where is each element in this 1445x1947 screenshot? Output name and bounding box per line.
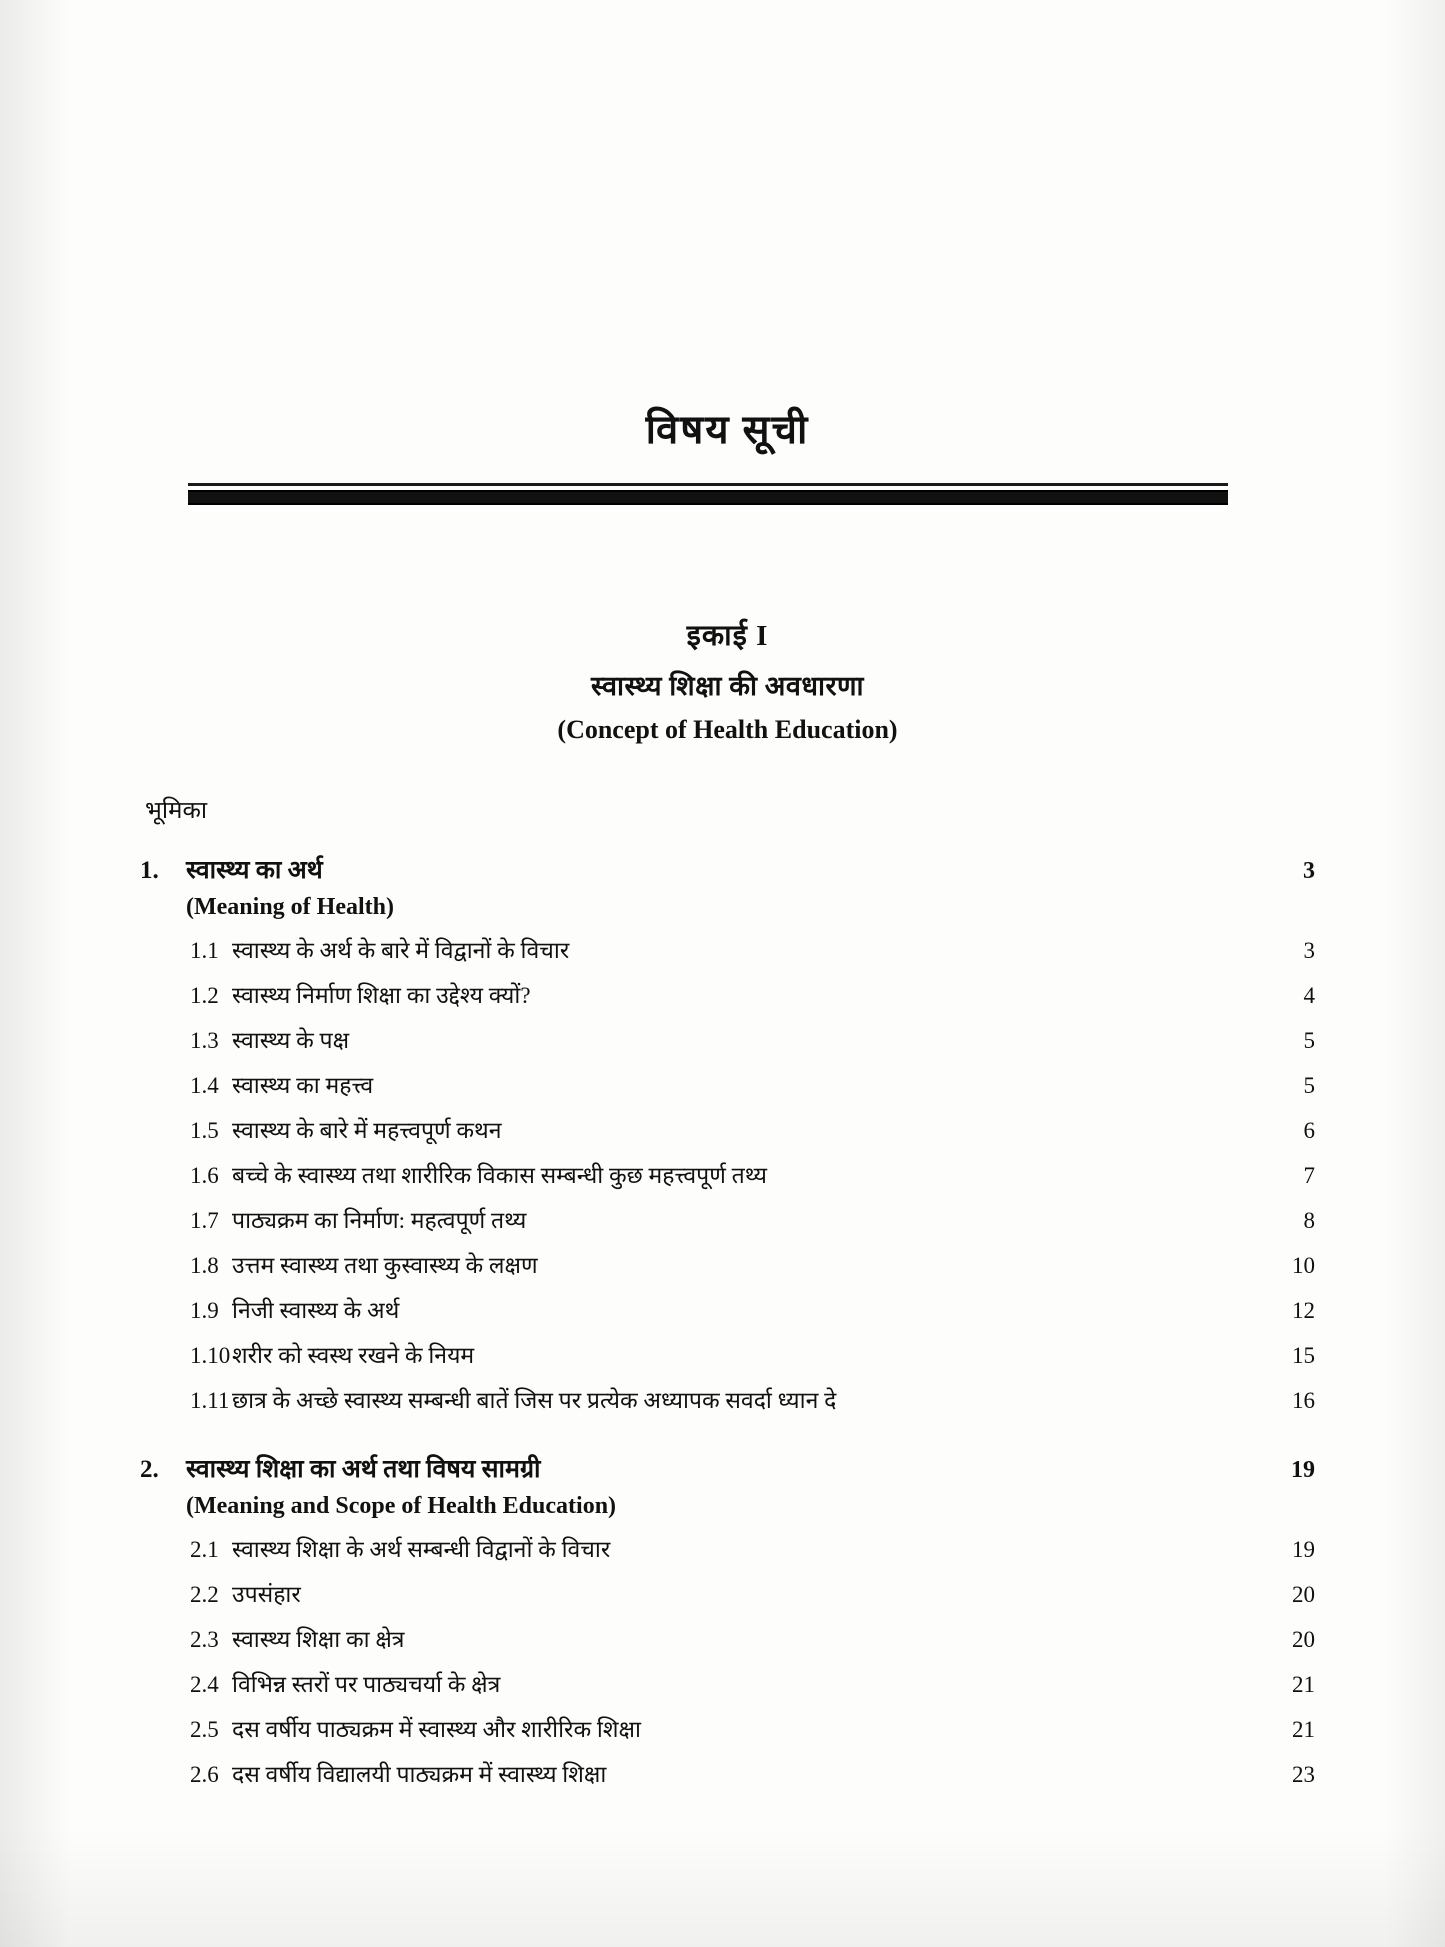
section-number: 1.3 [190, 1028, 219, 1053]
section-number: 2.5 [190, 1717, 219, 1742]
section-title: विभिन्न स्तरों पर पाठ्यचर्या के क्षेत्र [232, 1672, 501, 1697]
toc-chapter [140, 852, 1315, 1415]
chapter-heading-row[interactable] [140, 852, 1315, 886]
toc-chapter [140, 1451, 1315, 1789]
section-page-number: 8 [1303, 1208, 1315, 1233]
page-title: विषय सूची [645, 407, 810, 452]
section-number: 1.10 [190, 1343, 231, 1368]
toc-entry[interactable] [140, 1248, 1315, 1280]
section-page-number: 7 [1303, 1163, 1315, 1188]
section-title: बच्चे के स्वास्थ्य तथा शारीरिक विकास सम्बन्धी कुछ महत्त्वपूर्ण तथ्य [232, 1163, 767, 1188]
section-page-number: 19 [1292, 1537, 1315, 1562]
section-number: 1.7 [190, 1208, 219, 1233]
chapter-number: 2. [140, 1456, 159, 1483]
section-title: स्वास्थ्य के पक्ष [232, 1028, 350, 1053]
section-title: पाठ्यक्रम का निर्माण: महत्वपूर्ण तथ्य [232, 1208, 527, 1233]
section-page-number: 10 [1292, 1253, 1315, 1278]
section-title: स्वास्थ्य का महत्त्व [232, 1073, 374, 1098]
intro-entry: भूमिका [145, 798, 208, 824]
section-page-number: 21 [1292, 1672, 1315, 1697]
toc-entry[interactable] [140, 978, 1315, 1010]
section-page-number: 12 [1292, 1298, 1315, 1323]
section-title: उत्तम स्वास्थ्य तथा कुस्वास्थ्य के लक्षण [232, 1253, 538, 1278]
toc-entry[interactable] [140, 1203, 1315, 1235]
section-number: 2.6 [190, 1762, 219, 1787]
section-number: 2.3 [190, 1627, 219, 1652]
section-title: शरीर को स्वस्थ रखने के नियम [232, 1343, 475, 1368]
section-title: स्वास्थ्य निर्माण शिक्षा का उद्देश्य क्यों? [232, 983, 531, 1008]
chapter-title-english: (Meaning and Scope of Health Education) [186, 1493, 617, 1519]
toc-entry[interactable] [140, 1667, 1315, 1699]
section-number: 1.8 [190, 1253, 219, 1278]
toc-entry[interactable] [140, 1023, 1315, 1055]
section-title: उपसंहार [232, 1582, 301, 1607]
section-title: स्वास्थ्य शिक्षा का क्षेत्र [232, 1627, 405, 1652]
section-page-number: 20 [1292, 1582, 1315, 1607]
section-number: 1.11 [190, 1388, 230, 1413]
section-number: 1.9 [190, 1298, 219, 1323]
section-number: 1.5 [190, 1118, 219, 1143]
toc-entry[interactable] [140, 1383, 1315, 1415]
chapter-section-list [140, 933, 1315, 1415]
chapter-number: 1. [140, 857, 159, 884]
section-page-number: 5 [1303, 1028, 1315, 1053]
section-page-number: 16 [1292, 1388, 1315, 1413]
section-number: 1.6 [190, 1163, 219, 1188]
toc-entry[interactable] [140, 1068, 1315, 1100]
section-title: निजी स्वास्थ्य के अर्थ [232, 1298, 400, 1323]
toc-entry[interactable] [140, 933, 1315, 965]
chapter-heading-row[interactable] [140, 1451, 1315, 1485]
divider-thin-line [188, 483, 1228, 486]
section-number: 2.1 [190, 1537, 219, 1562]
section-number: 2.2 [190, 1582, 219, 1607]
section-page-number: 4 [1303, 983, 1315, 1008]
section-page-number: 5 [1303, 1073, 1315, 1098]
toc-entry[interactable] [140, 1712, 1315, 1744]
section-number: 1.2 [190, 983, 219, 1008]
page-edge-shadow-bottom [0, 1827, 1445, 1947]
unit-title-hindi: स्वास्थ्य शिक्षा की अवधारणा [590, 671, 865, 701]
divider-thick-line [188, 490, 1228, 505]
section-page-number: 3 [1303, 938, 1315, 963]
title-divider [188, 483, 1228, 505]
section-number: 1.1 [190, 938, 219, 963]
section-page-number: 6 [1303, 1118, 1315, 1143]
unit-heading [140, 615, 1315, 745]
section-title: स्वास्थ्य शिक्षा के अर्थ सम्बन्धी विद्वानों के विचार [232, 1537, 611, 1562]
toc-entry[interactable] [140, 1757, 1315, 1789]
chapter-section-list [140, 1532, 1315, 1789]
toc-entry[interactable] [140, 1158, 1315, 1190]
toc-entry[interactable] [140, 1532, 1315, 1564]
section-page-number: 20 [1292, 1627, 1315, 1652]
section-number: 1.4 [190, 1073, 219, 1098]
chapter-title-english: (Meaning of Health) [186, 894, 394, 920]
section-title: दस वर्षीय पाठ्यक्रम में स्वास्थ्य और शारीरिक शिक्षा [232, 1717, 641, 1742]
toc-entry[interactable] [140, 1338, 1315, 1370]
chapter-title: स्वास्थ्य शिक्षा का अर्थ तथा विषय सामग्री [186, 1456, 541, 1483]
toc-entry[interactable] [140, 1577, 1315, 1609]
chapter-page-number: 19 [1291, 1457, 1315, 1483]
toc-entry[interactable] [140, 1113, 1315, 1145]
section-number: 2.4 [190, 1672, 219, 1697]
toc-entry[interactable] [140, 1622, 1315, 1654]
section-title: स्वास्थ्य के बारे में महत्त्वपूर्ण कथन [232, 1118, 502, 1143]
section-page-number: 23 [1292, 1762, 1315, 1787]
section-page-number: 21 [1292, 1717, 1315, 1742]
chapter-title: स्वास्थ्य का अर्थ [186, 857, 323, 884]
unit-label: इकाई I [686, 620, 769, 652]
unit-title-english: (Concept of Health Education) [557, 715, 898, 744]
chapter-page-number: 3 [1303, 858, 1315, 884]
section-title: स्वास्थ्य के अर्थ के बारे में विद्वानों के विचार [232, 938, 570, 963]
toc-entry[interactable] [140, 1293, 1315, 1325]
section-title: छात्र के अच्छे स्वास्थ्य सम्बन्धी बातें जिस पर प्रत्येक अध्यापक सवर्दा ध्यान दे [232, 1388, 837, 1413]
section-page-number: 15 [1292, 1343, 1315, 1368]
section-title: दस वर्षीय विद्यालयी पाठ्यक्रम में स्वास्थ्य शिक्षा [232, 1762, 607, 1787]
